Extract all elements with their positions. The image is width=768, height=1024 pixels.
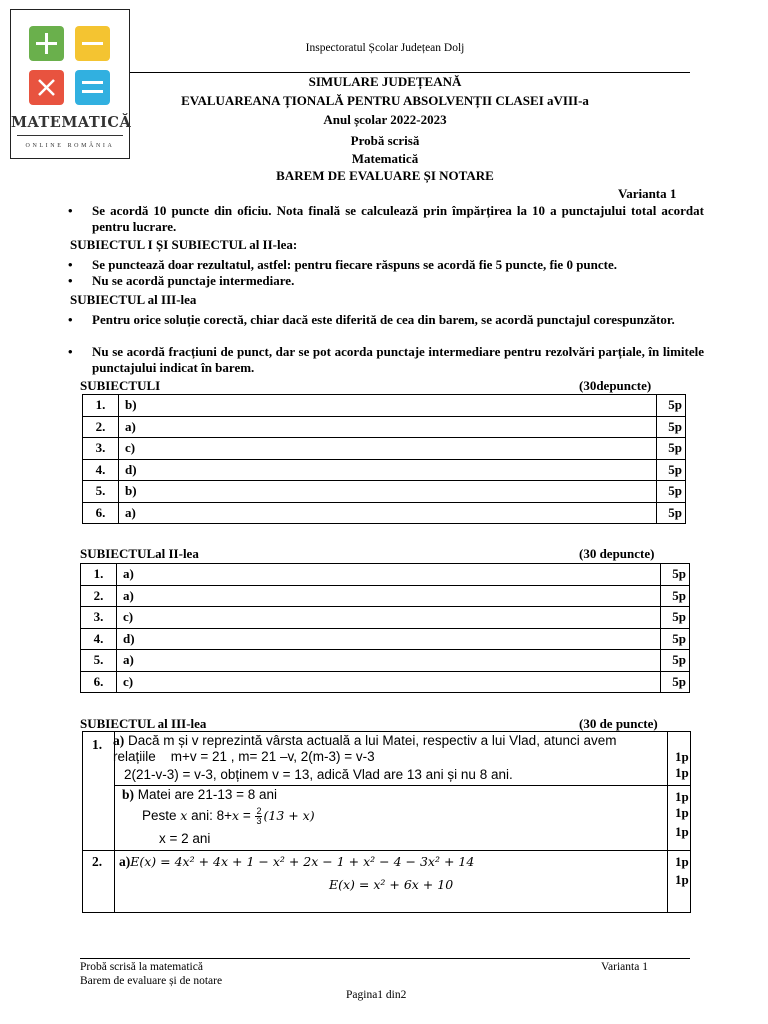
bullet-text: Pentru orice soluție corectă, chiar dacă este diferită de cea din barem, se acordă punctajul corespunzător. [92,312,675,327]
points-cell: 5p [657,416,686,438]
answer-row [83,481,686,503]
varianta-label: Varianta 1 [618,186,677,201]
answer-cell: b) [119,481,657,503]
points-cell: 5p [657,438,686,460]
problem-1a-line1 [113,733,669,749]
part-label: a) [113,733,125,748]
points-cell: 5p [657,502,686,524]
subiect3-table [82,731,691,913]
points-label: 1p [675,765,689,780]
bullet-dot: • [68,312,73,327]
answer-cell: a) [119,416,657,438]
part-label: a) [119,854,131,869]
bullet-oficiu [68,203,704,234]
materie-title: Matematică [351,151,419,166]
footer-proba: Probă scrisă la matematică [80,961,203,973]
problem-text: Matei are 21-13 = 8 ani [137,787,277,802]
answer-row [81,671,690,693]
problem-number: 2. [92,854,103,869]
matematica-logo [10,9,130,159]
points-cell: 5p [661,650,690,672]
question-number: 6. [83,502,119,524]
bullet-text: Nu se acordă punctaje intermediare. [92,273,295,288]
bullet-dot: • [68,257,73,272]
answer-cell: a) [117,564,661,586]
question-number: 1. [83,395,119,417]
points-cell: 5p [657,481,686,503]
points-cell: 5p [661,564,690,586]
points-label: 1p [675,824,689,839]
subiect1-title: SUBIECTULI [80,378,161,393]
problem-1b-line2: Peste x ani: 8+x = $\frac{2}{3}$ (13 + x) [142,806,315,826]
minus-icon [75,26,110,61]
points-label: 1p [675,789,689,804]
answer-row [83,416,686,438]
problem-1a-line3: 2(21-v-3) = v-3, obținem v = 13, adică Vlad are 13 ani și nu 8 ani. [124,767,513,782]
answer-row [81,607,690,629]
problem-2-line1 [119,854,474,870]
problem-1a-line2: relațiile m+v = 21 , m= 21 –v, 2(m-3) = v-3 [113,749,375,764]
question-number: 4. [81,628,117,650]
footer-varianta: Varianta 1 [601,961,648,973]
bullet-text: Nu se acordă fracțiuni de punct, dar se pot acorda punctaje intermediare pentru rezolvări parțiale, în limitele punctajului indicat în barem. [92,344,704,375]
subiect2-points: (30 depuncte) [579,546,655,561]
evaluarea-title: EVALUAREANA ȚIONALĂ PENTRU ABSOLVENȚII CLASEI aVIII-a [181,93,589,108]
bullet-fractiuni [68,344,704,375]
multiply-icon [29,70,64,105]
simulare-title: SIMULARE JUDEȚEANĂ [308,74,462,89]
points-label: 1p [675,805,689,820]
header-rule [130,72,690,73]
points-cell: 5p [661,607,690,629]
subiect2-title: SUBIECTULal II-lea [80,546,199,561]
logo-divider [17,135,123,136]
heading-subiect-iii: SUBIECTUL al III-lea [70,292,197,307]
question-number: 2. [83,416,119,438]
answer-cell: c) [119,438,657,460]
answer-cell: c) [117,671,661,693]
inspectorat-header: Inspectoratul Școlar Județean Dolj [305,42,465,54]
answer-row [83,438,686,460]
answer-row [81,650,690,672]
variable-x: x [232,808,240,824]
answer-row [81,585,690,607]
bullet-dot: • [68,344,73,359]
equals-icon [75,70,110,105]
table-divider [83,850,690,851]
school-year: Anul școlar 2022-2023 [323,112,447,127]
answer-cell: a) [117,585,661,607]
answer-row [81,564,690,586]
bullet-text: Se acordă 10 puncte din oficiu. Nota finală se calculează prin împărțirea la 10 a punctajului total acordat pentru lucrare. [92,203,704,234]
math-expression: (13 + x) [263,808,315,824]
problem-1b-line3: x = 2 ani [159,831,211,846]
subiect3-points: (30 de puncte) [579,716,658,731]
question-number: 2. [81,585,117,607]
points-cell: 5p [661,671,690,693]
question-number: 4. [83,459,119,481]
bullet-solutie [68,312,704,328]
barem-title: BAREM DE EVALUARE ȘI NOTARE [276,168,494,183]
answer-row [83,502,686,524]
question-number: 5. [81,650,117,672]
proba-title: Probă scrisă [350,133,420,148]
answer-row [83,395,686,417]
footer-barem: Barem de evaluare și de notare [80,975,223,987]
answer-cell: c) [117,607,661,629]
subiect1-table [82,394,686,524]
points-cell: 5p [657,395,686,417]
table-divider [114,785,690,786]
footer-rule [80,958,690,959]
answer-cell: d) [117,628,661,650]
problem-2-line2 [329,877,453,892]
bullet-dot: • [68,203,73,218]
question-number: 3. [83,438,119,460]
points-label: 1p [675,854,689,869]
answer-row [81,628,690,650]
answer-cell: a) [117,650,661,672]
points-cell: 5p [661,585,690,607]
subiect3-title: SUBIECTUL al III-lea [80,716,207,731]
bullet-rezultat [68,257,704,273]
fraction [255,807,262,826]
subiect2-table [80,563,690,693]
problem-text: ani: 8+ [187,808,233,824]
question-number: 3. [81,607,117,629]
math-expression: E(x) = x² + 6x + 10 [329,877,454,892]
points-cell: 5p [661,628,690,650]
problem-number: 1. [92,737,103,752]
problem-text: Dacă m și v reprezintă vârsta actuală a lui Matei, respectiv a lui Vlad, atunci avem [128,733,617,748]
answer-row [83,459,686,481]
bullet-intermediar [68,273,704,289]
bullet-text: Se punctează doar rezultatul, astfel: pentru fiecare răspuns se acordă fie 5 puncte, fie 0 puncte. [92,257,618,272]
answer-cell: b) [119,395,657,417]
page-number: Pagina1 din2 [346,989,407,1001]
points-cell: 5p [657,459,686,481]
bullet-dot: • [68,273,73,288]
plus-icon [29,26,64,61]
part-label: b) [122,787,135,802]
problem-text: Peste [142,808,181,824]
math-expression: E(x) = 4x² + 4x + 1 − x² + 2x − 1 + x² − 4 − 3x² + 14 [130,854,475,869]
question-number: 1. [81,564,117,586]
heading-subiect-i-ii: SUBIECTUL I ȘI SUBIECTUL al II-lea: [70,237,298,252]
question-number: 6. [81,671,117,693]
fraction-denominator: 3 [256,816,262,826]
answer-cell: a) [119,502,657,524]
question-number: 5. [83,481,119,503]
logo-word: MATEMATICĂ [11,114,132,131]
logo-subtitle: ONLINE ROMÂNIA [25,143,115,149]
variable: x [180,808,188,824]
subiect1-points: (30depuncte) [579,378,652,393]
problem-1b-line1 [122,787,277,803]
table-divider [667,732,668,912]
points-label: 1p [675,749,689,764]
fraction-numerator: 2 [256,806,262,816]
answer-cell: d) [119,459,657,481]
points-label: 1p [675,872,689,887]
